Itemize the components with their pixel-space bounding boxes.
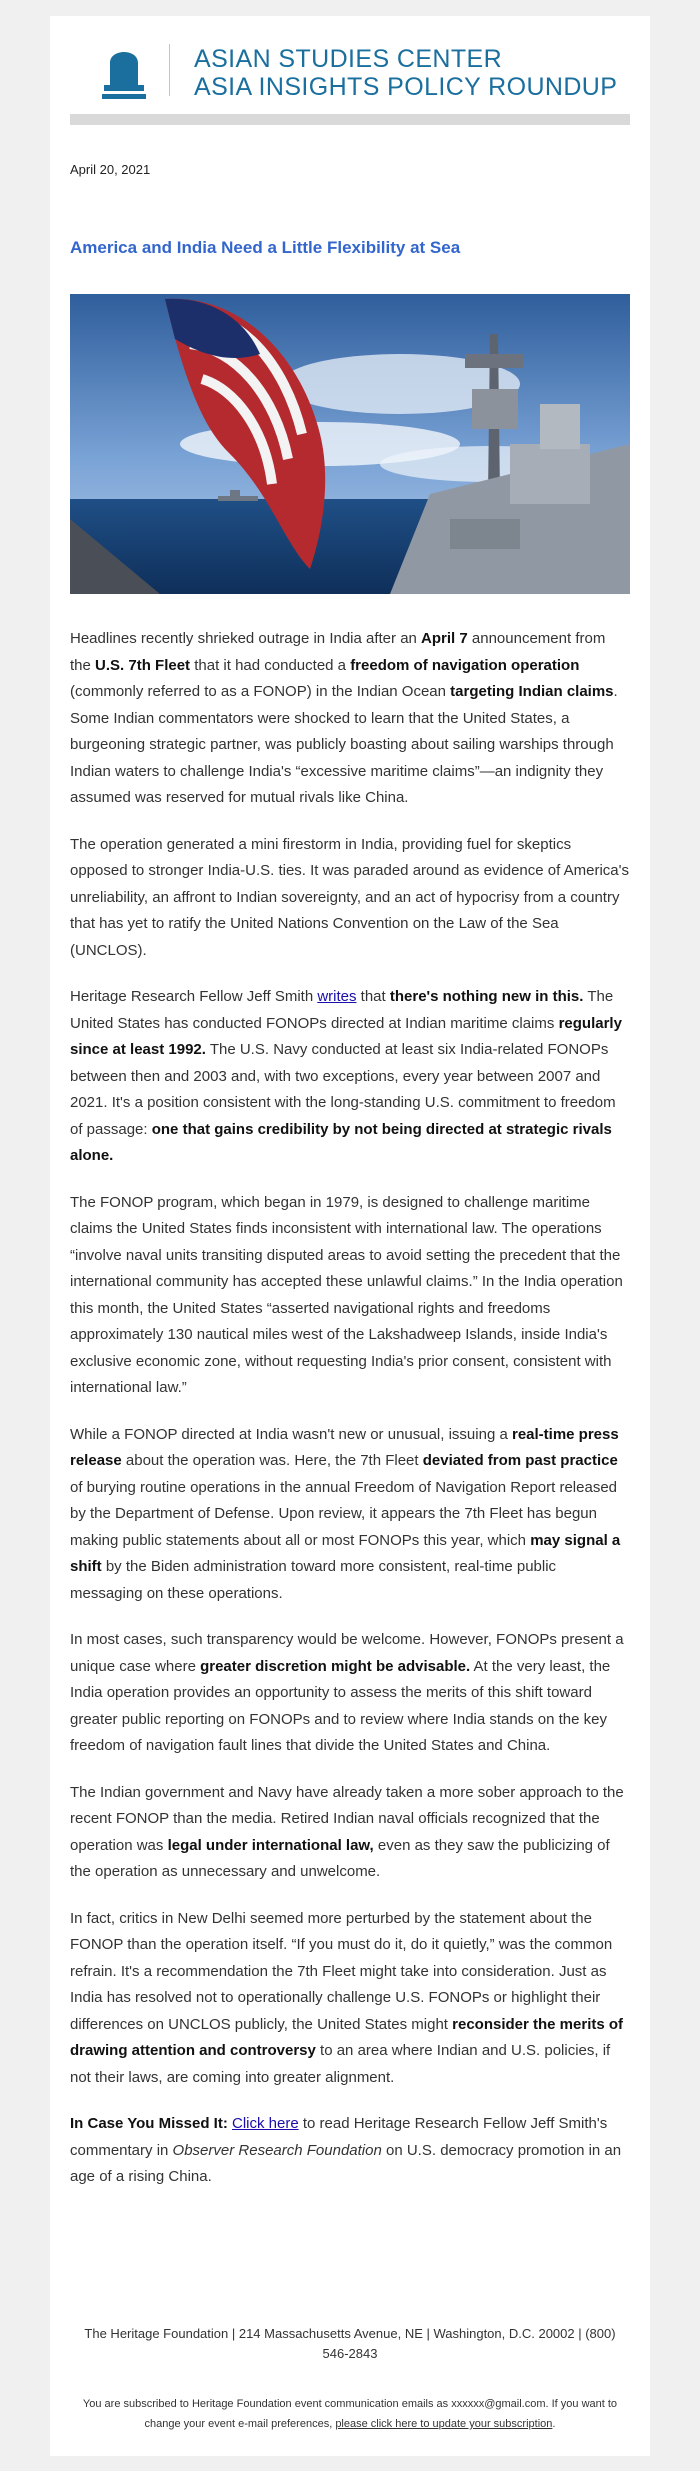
bold-text: U.S. 7th Fleet: [95, 656, 191, 674]
series-name: ASIA INSIGHTS POLICY ROUNDUP: [194, 73, 618, 101]
text: In fact, critics in New Delhi seemed more perturbed by the statement about the FONOP than the operation itself. “If you must do it, do it quietly,” was the common refrain. It's a recommendation the 7th Fleet might take into consideration. Just as India has resolved not to operationally challenge U.S. FONOPs or highlight their differences on UNCLOS publicly, the United States might: [70, 1909, 613, 2033]
navy-ship-flag-photo: [70, 294, 630, 594]
text: The Indian government and Navy have already taken a more sober approach to the recent FONOP than the media. Retired Indian naval officials recognized that the operation was: [70, 1783, 624, 1854]
text: announcement from the: [70, 630, 606, 674]
update-subscription-link[interactable]: please click here to update your subscription: [335, 2418, 553, 2430]
article-title: America and India Need a Little Flexibility at Sea: [70, 238, 461, 257]
paragraph-4: The FONOP program, which began in 1979, is designed to challenge maritime claims the United States finds inconsistent with international law. The operations “involve naval units transiting disputed areas to avoid setting the precedent that the international community has accepted these unlawful claims.” In the India operation this month, the United States “asserted navigational rights and freedoms approximately 130 nautical miles west of the Lakshadweep Islands, inside India's exclusive economic zone, without requesting India's prior consent, consistent with international law.”: [70, 1193, 623, 1396]
text: (commonly referred to as a FONOP) in the Indian Ocean: [70, 683, 451, 700]
hero-image: [70, 294, 630, 594]
paragraph-5: [70, 1422, 630, 1608]
text: The U.S. Navy conducted at least six India-related FONOPs between then and 2003 and, with two exceptions, every year between 2007 and 2021. It's a position consistent with the long-standing U.S. commitment to freedom of passage:: [70, 1041, 616, 1138]
publication-name: Observer Research Foundation: [172, 2141, 382, 2159]
paragraph-2: The operation generated a mini firestorm in India, providing fuel for skeptics opposed to stronger India-U.S. ties. It was paraded around as evidence of America's unreliability, an affront to Indian sovereignty, and an act of hypocrisy from a country that has yet to ratify the United Nations Convention on the Law of the Sea (UNCLOS).: [70, 835, 630, 959]
bold-text: reconsider the merits of drawing attention and controversy: [70, 2015, 624, 2059]
text: that: [356, 988, 390, 1005]
paragraph-3: [70, 984, 630, 1170]
text: Heritage Research Fellow Jeff Smith: [70, 988, 318, 1005]
text: to read Heritage Research Fellow Jeff Smith's commentary in: [70, 2115, 608, 2159]
text: .: [552, 2418, 556, 2430]
org-name: ASIAN STUDIES CENTER: [194, 45, 503, 73]
text: You are subscribed to Heritage Foundation event communication emails as xxxxxx@gmail.com. If you want to change your event e-mail preferences,: [82, 2398, 618, 2430]
text: that it had conducted a: [190, 656, 351, 674]
bold-text: April 7: [421, 630, 468, 647]
article-date: April 20, 2021: [70, 162, 151, 177]
newsletter-header: [50, 16, 650, 114]
bell-logo-icon: [102, 51, 146, 101]
logo-divider: [169, 44, 170, 96]
header-title: [194, 45, 617, 101]
bold-text: freedom of navigation operation: [350, 656, 580, 674]
bold-text: deviated from past practice: [422, 1452, 618, 1469]
bold-text: real-time press release: [70, 1425, 619, 1469]
bold-text: targeting Indian claims: [450, 683, 614, 700]
text: on U.S. democracy promotion in an age of a rising China.: [70, 2141, 622, 2185]
text: about the operation was. Here, the 7th Fleet: [121, 1452, 423, 1469]
writes-link[interactable]: writes: [317, 988, 357, 1005]
paragraph-6: [70, 1627, 630, 1760]
text: In most cases, such transparency would be welcome. However, FONOPs present a unique case where: [70, 1631, 624, 1675]
text: . Some Indian commentators were shocked to learn that the United States, a burgeoning strategic partner, was publicly boasting about sailing warships through Indian waters to challenge India's “excessive maritime claims”—an indignity they assumed was reserved for mutual rivals like China.: [70, 683, 618, 806]
paragraph-7: [70, 1780, 630, 1886]
header-divider-bar: [70, 114, 630, 125]
bold-text: greater discretion might be advisable.: [200, 1657, 471, 1675]
icymi-label: In Case You Missed It:: [70, 2115, 228, 2132]
text: by the Biden administration toward more consistent, real-time public messaging on these operations.: [70, 1558, 557, 1602]
bold-text: one that gains credibility by not being directed at strategic rivals alone.: [70, 1120, 612, 1164]
paragraph-1: [70, 626, 630, 812]
text: At the very least, the India operation provides an opportunity to assess the merits of this shift toward greater public reporting on FONOPs and to review where India stands on the key freedom of navigation fault lines that divide the United States and China.: [70, 1657, 611, 1754]
text: to an area where Indian and U.S. policies, if not their laws, are coming into greater alignment.: [70, 2042, 611, 2086]
text: Headlines recently shrieked outrage in India after an: [70, 630, 422, 647]
paragraph-9: [70, 2111, 630, 2191]
text: even as they saw the publicizing of the operation as unnecessary and unwelcome.: [70, 1836, 610, 1880]
bold-text: regularly since at least 1992.: [70, 1014, 622, 1058]
bold-text: legal under international law,: [167, 1836, 374, 1854]
paragraph-8: [70, 1906, 630, 2092]
newsletter-card: [50, 16, 650, 2456]
text: of burying routine operations in the annual Freedom of Navigation Report released by the Department of Defense. Upon review, it appears the 7th Fleet has begun making public statements about all or most FONOPs this year, which: [70, 1478, 618, 1549]
click-here-link[interactable]: Click here: [232, 2115, 299, 2132]
article-body: [70, 626, 630, 2211]
text: The United States has conducted FONOPs directed at Indian maritime claims: [70, 988, 614, 1032]
bold-text: there's nothing new in this.: [389, 988, 584, 1005]
footer-address: The Heritage Foundation | 214 Massachusetts Avenue, NE | Washington, D.C. 20002 | (800) 546-2843: [84, 2326, 616, 2361]
bold-text: may signal a shift: [70, 1531, 621, 1575]
text: While a FONOP directed at India wasn't new or unusual, issuing a: [70, 1425, 512, 1443]
footer-subscription-note: [70, 2394, 630, 2434]
